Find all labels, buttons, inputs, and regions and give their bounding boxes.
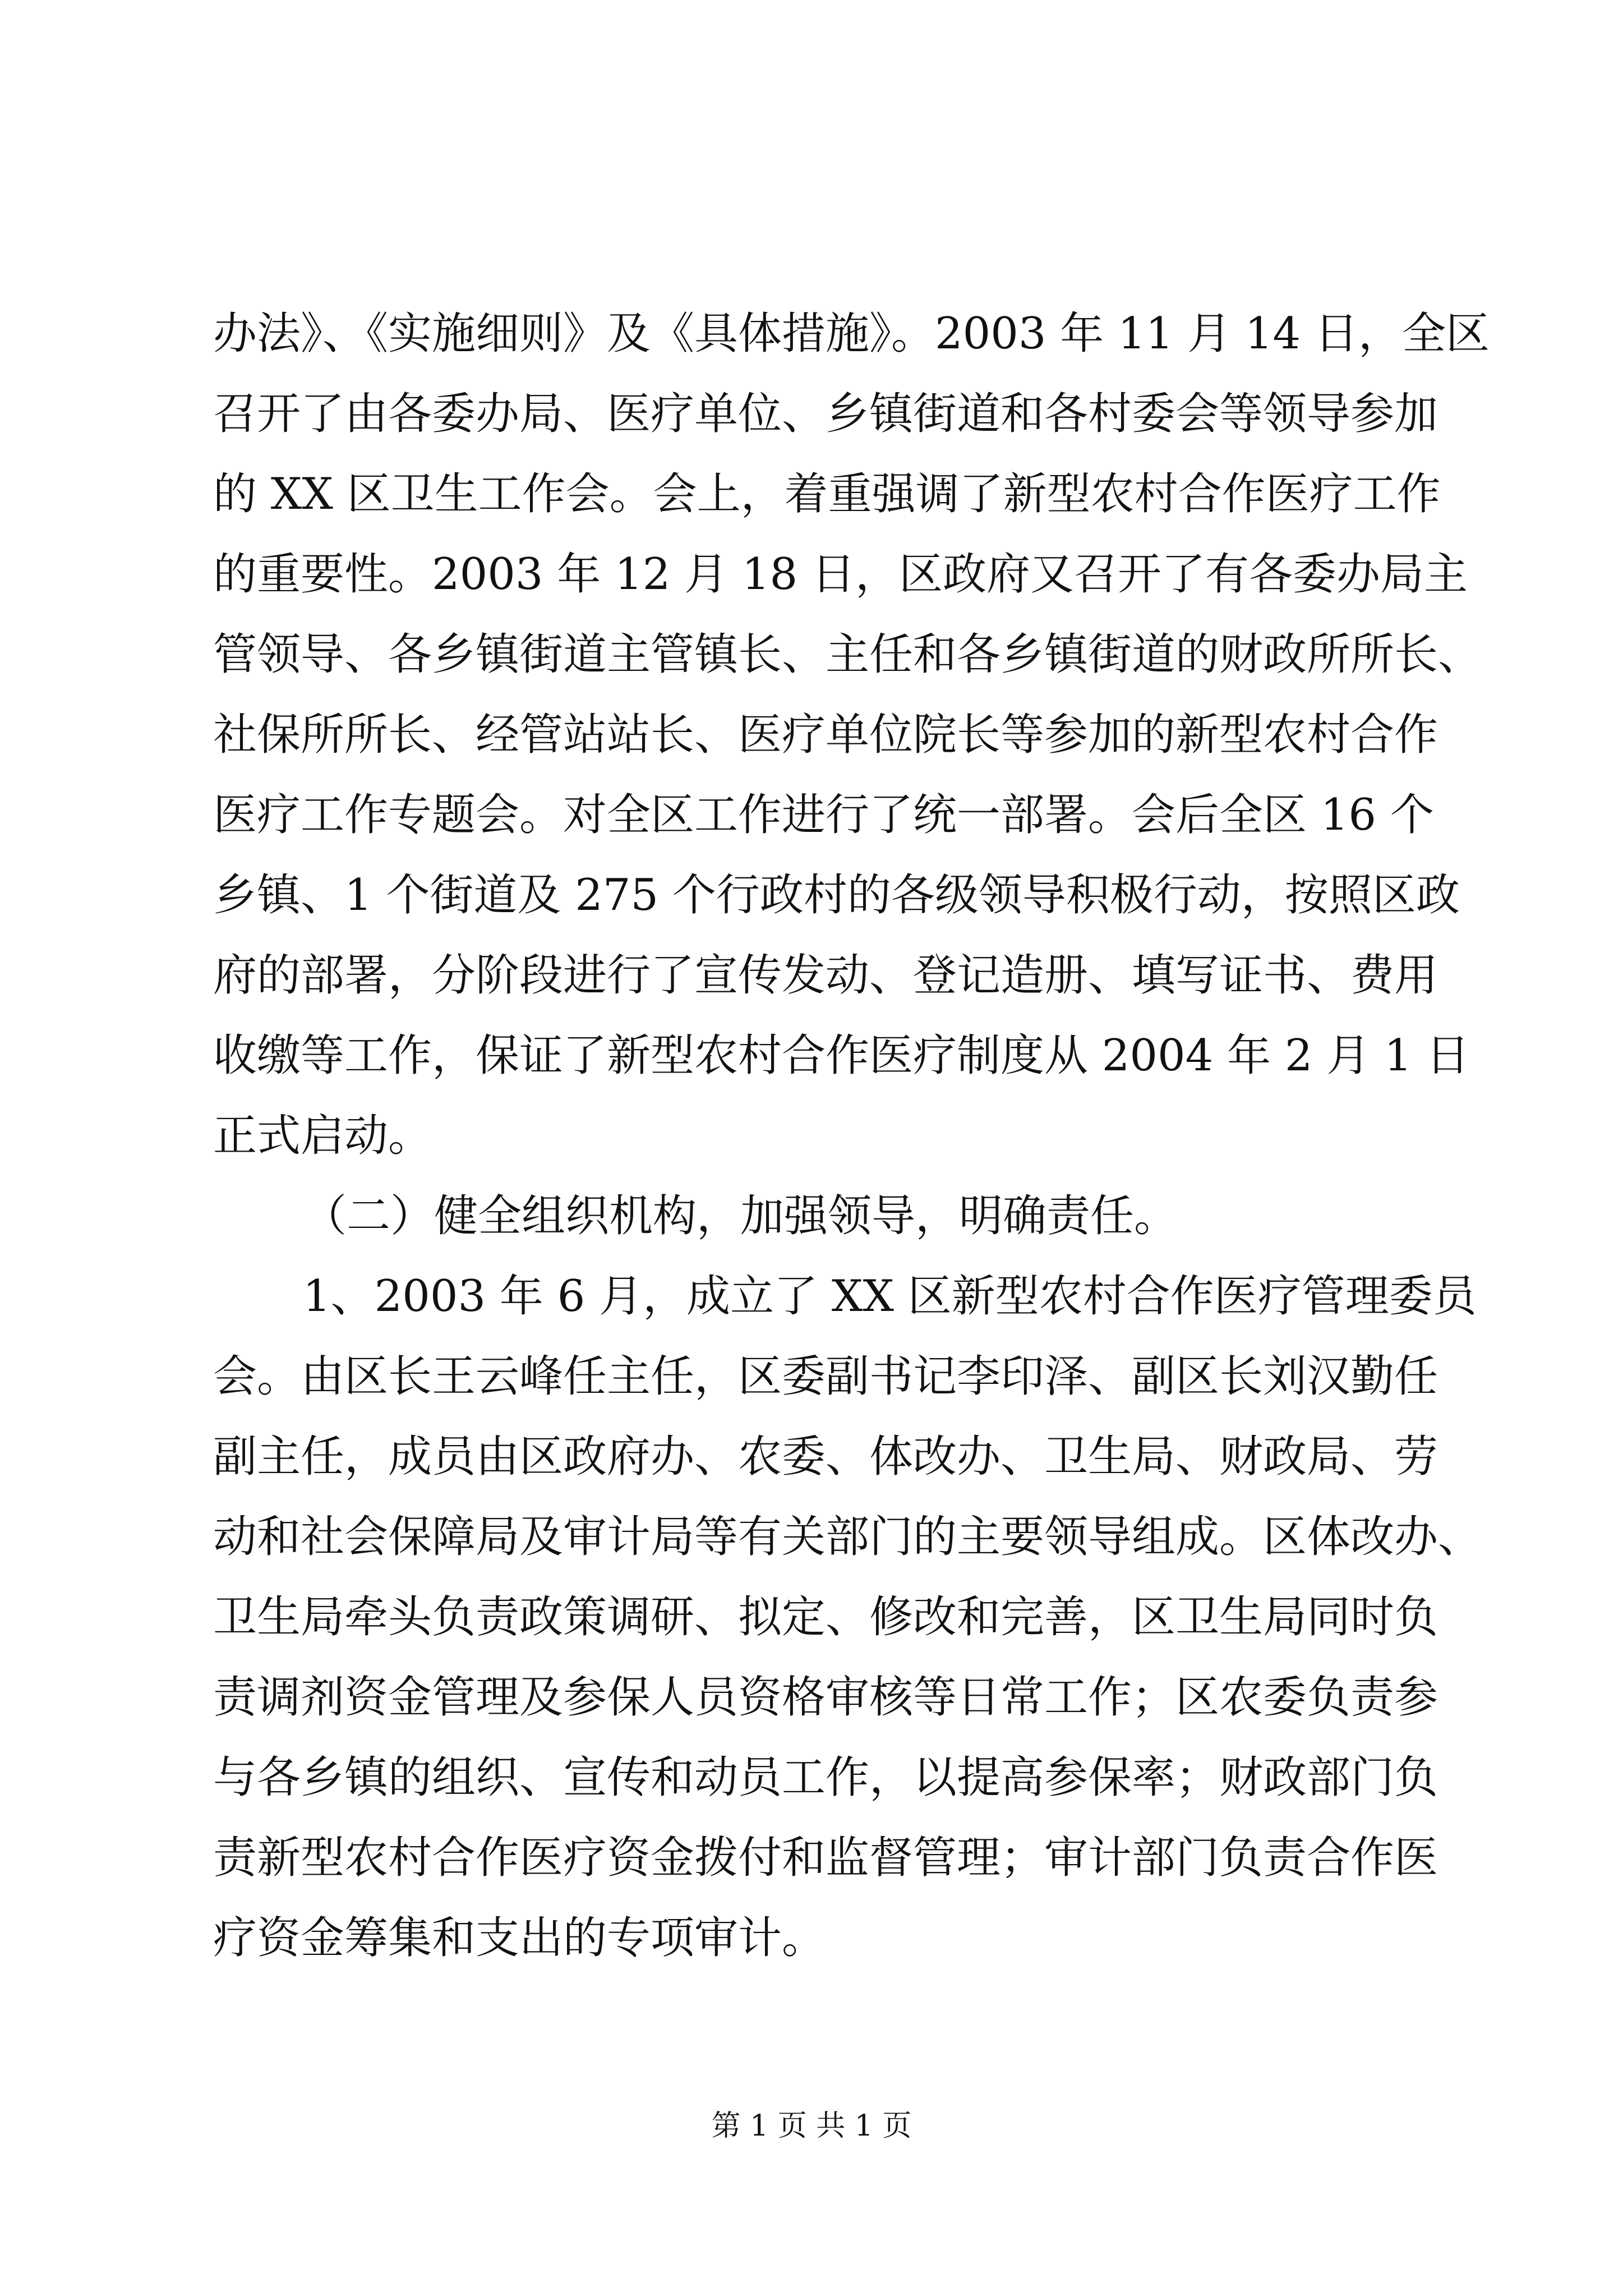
paragraph-1-line-7: 医疗工作专题会。对全区工作进行了统一部署。会后全区 16 个 bbox=[213, 790, 1434, 840]
paragraph-2-line-7: 与各乡镇的组织、宣传和动员工作，以提高参保率；财政部门负 bbox=[213, 1752, 1438, 1803]
section-heading: （二）健全组织机构，加强领导，明确责任。 bbox=[303, 1191, 1178, 1241]
paragraph-2-line-5: 卫生局牵头负责政策调研、拟定、修改和完善，区卫生局同时负 bbox=[213, 1592, 1438, 1642]
paragraph-1-line-1: 办法》、《实施细则》及《具体措施》。2003 年 11 月 14 日，全区 bbox=[213, 309, 1490, 359]
page-number-footer: 第 1 页 共 1 页 bbox=[711, 2109, 912, 2143]
paragraph-2-line-6: 责调剂资金管理及参保人员资格审核等日常工作；区农委负责参 bbox=[213, 1672, 1438, 1723]
paragraph-1-line-11: 正式启动。 bbox=[213, 1111, 432, 1161]
paragraph-1-line-3: 的 XX 区卫生工作会。会上，着重强调了新型农村合作医疗工作 bbox=[213, 469, 1441, 519]
paragraph-2-line-2: 会。由区长王云峰任主任，区委副书记李印泽、副区长刘汉勤任 bbox=[213, 1351, 1438, 1402]
paragraph-1-line-8: 乡镇、1 个街道及 275 个行政村的各级领导积极行动，按照区政 bbox=[213, 870, 1460, 921]
paragraph-1-line-2: 召开了由各委办局、医疗单位、乡镇街道和各村委会等领导参加 bbox=[213, 389, 1438, 439]
paragraph-1-line-6: 社保所所长、经管站站长、医疗单位院长等参加的新型农村合作 bbox=[213, 710, 1438, 760]
paragraph-2-line-3: 副主任，成员由区政府办、农委、体改办、卫生局、财政局、劳 bbox=[213, 1432, 1438, 1482]
paragraph-2-line-9: 疗资金筹集和支出的专项审计。 bbox=[213, 1913, 826, 1963]
paragraph-2-line-1: 1、2003 年 6 月，成立了 XX 区新型农村合作医疗管理委员 bbox=[303, 1271, 1477, 1322]
paragraph-1-line-4: 的重要性。2003 年 12 月 18 日，区政府又召开了有各委办局主 bbox=[213, 549, 1468, 600]
paragraph-1-line-9: 府的部署，分阶段进行了宣传发动、登记造册、填写证书、费用 bbox=[213, 950, 1438, 1001]
paragraph-2-line-8: 责新型农村合作医疗资金拨付和监督管理；审计部门负责合作医 bbox=[213, 1833, 1438, 1883]
paragraph-1-line-10: 收缴等工作，保证了新型农村合作医疗制度从 2004 年 2 月 1 日 bbox=[213, 1030, 1470, 1081]
paragraph-1-line-5: 管领导、各乡镇街道主管镇长、主任和各乡镇街道的财政所所长、 bbox=[213, 629, 1482, 680]
paragraph-2-line-4: 动和社会保障局及审计局等有关部门的主要领导组成。区体改办、 bbox=[213, 1512, 1482, 1562]
